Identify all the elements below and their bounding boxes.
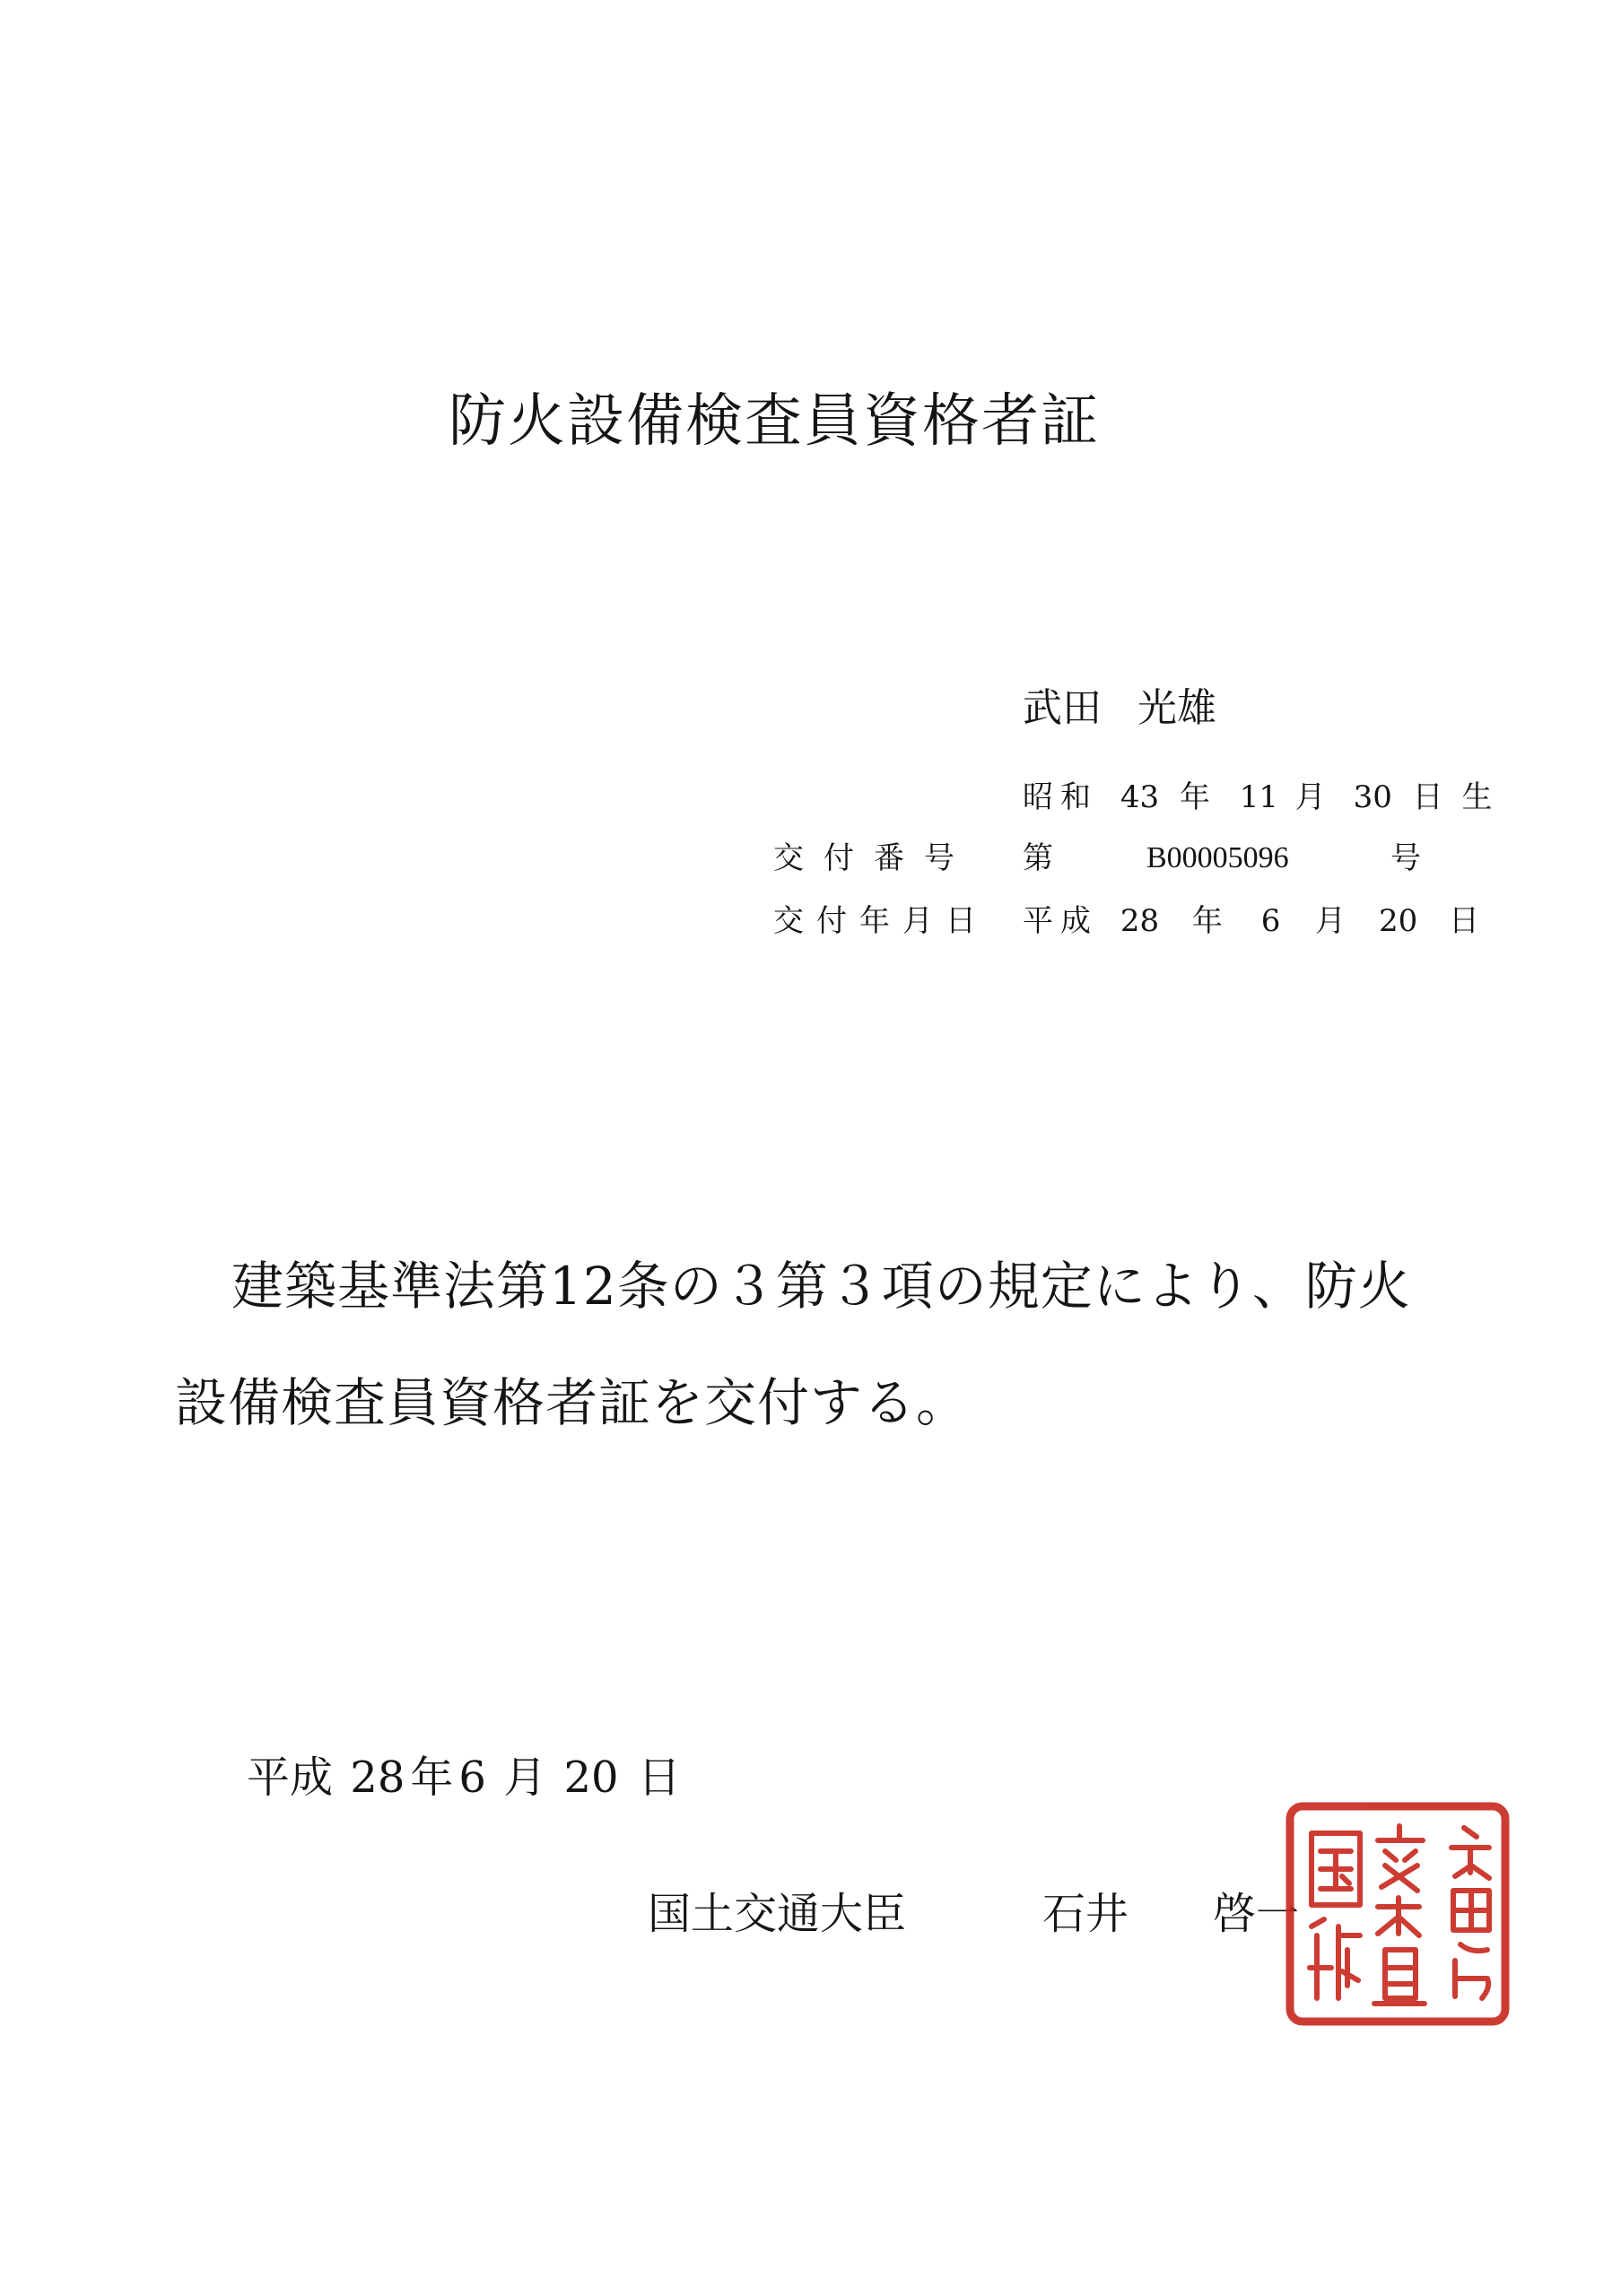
birth-day: 30 xyxy=(1353,779,1392,815)
birth-year-unit: 年 xyxy=(1179,779,1210,815)
signed-date-day: 20 xyxy=(563,1752,619,1803)
holder-family-name: 武田 xyxy=(1023,685,1102,731)
issue-date-year: 28 xyxy=(1120,903,1160,939)
issue-date-row xyxy=(1023,903,1480,939)
body-line-1: 建築基準法第12条の３第３項の規定により、防火 xyxy=(231,1256,1411,1317)
signed-date xyxy=(247,1752,681,1803)
birth-year: 43 xyxy=(1120,779,1160,815)
issue-date-month-unit: 月 xyxy=(1315,903,1346,939)
signed-date-era: 平成 xyxy=(247,1752,334,1803)
birth-day-unit: 日 xyxy=(1412,779,1443,815)
minister-given-name: 啓一 xyxy=(1213,1889,1300,1939)
minister-family-name: 石井 xyxy=(1042,1889,1129,1939)
issue-number-value: B00005096 xyxy=(1146,841,1289,874)
birth-date-row xyxy=(1023,779,1493,815)
issue-number-prefix: 第 xyxy=(1023,840,1053,876)
issue-date-day-unit: 日 xyxy=(1449,903,1480,939)
certificate-title: 防火設備検査員資格者証 xyxy=(449,388,1100,455)
body-line-2: 設備検査員資格者証を交付する。 xyxy=(175,1372,970,1433)
issue-number-suffix: 号 xyxy=(1390,840,1421,876)
official-seal xyxy=(1285,1801,1511,2027)
signed-date-day-unit: 日 xyxy=(637,1752,681,1803)
issue-number-label: 交付番号 xyxy=(773,840,974,876)
issue-date-label: 交付年月日 xyxy=(773,903,989,939)
signed-date-month: 6 xyxy=(458,1752,486,1803)
issue-date-month: 6 xyxy=(1260,903,1281,939)
holder-name xyxy=(1023,685,1216,731)
birth-era: 昭和 xyxy=(1023,779,1098,815)
signed-date-month-unit: 月 xyxy=(503,1752,547,1803)
holder-given-name: 光雄 xyxy=(1137,685,1216,731)
issue-date-year-unit: 年 xyxy=(1191,903,1223,939)
issue-date-day: 20 xyxy=(1378,903,1418,939)
signed-date-year: 28 xyxy=(350,1752,405,1803)
signed-date-year-unit: 年 xyxy=(410,1752,454,1803)
birth-month: 11 xyxy=(1239,779,1278,815)
birth-month-unit: 月 xyxy=(1294,779,1326,815)
issue-date-era: 平成 xyxy=(1023,903,1098,939)
minister-title: 国土交通大臣 xyxy=(648,1889,907,1939)
birth-suffix: 生 xyxy=(1461,779,1493,815)
